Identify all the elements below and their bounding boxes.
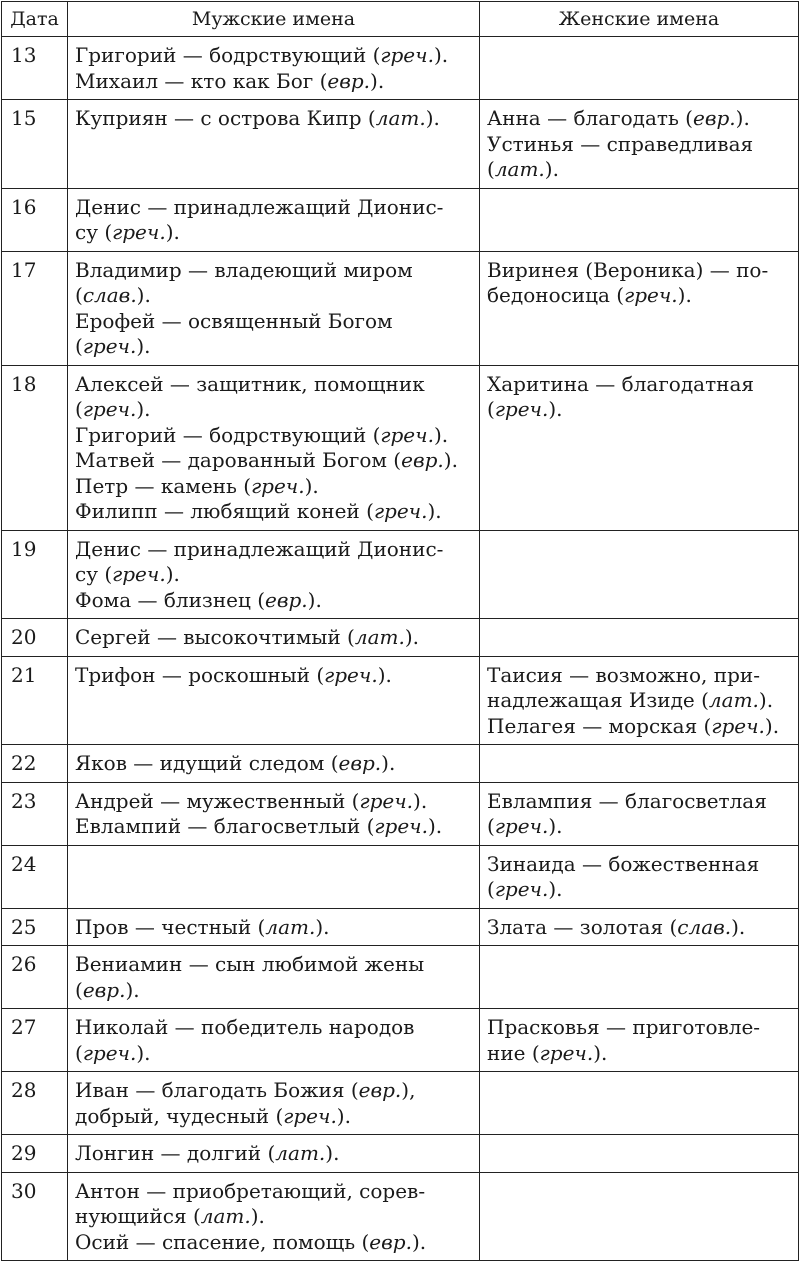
male-name-line: Владимир — владеющий миром xyxy=(75,257,413,282)
female-name-line: Евлампия — благосветлая xyxy=(487,788,767,813)
male-name-line: (слав.). xyxy=(75,283,151,307)
date-cell: 15 xyxy=(2,100,68,189)
table-row xyxy=(2,745,799,783)
female-name-line: ние (греч.). xyxy=(487,1040,608,1065)
male-name-line: Вениамин — сын любимой жены xyxy=(75,952,425,976)
female-names-cell xyxy=(480,251,799,365)
male-names-cell xyxy=(68,845,480,908)
date-cell: 24 xyxy=(2,845,68,908)
female-names-cell xyxy=(480,365,799,530)
male-name-line: Денис — принадлежащий Дионис- xyxy=(75,536,444,561)
female-names-cell xyxy=(480,782,799,845)
female-names-cell xyxy=(480,745,799,783)
male-names-cell xyxy=(68,656,480,745)
table-row xyxy=(2,1135,799,1173)
female-names-cell xyxy=(480,1072,799,1135)
male-names-cell xyxy=(68,530,480,619)
date-cell: 13 xyxy=(2,37,68,100)
male-name-line: Михаил — кто как Бог (евр.). xyxy=(75,68,385,93)
table-row xyxy=(2,1172,799,1261)
male-name-line: Фома — близнец (евр.). xyxy=(75,587,322,612)
female-names-cell xyxy=(480,619,799,657)
male-name-line: Иван — благодать Божия (евр.), xyxy=(75,1078,416,1102)
female-name-line: бедоносица (греч.). xyxy=(487,283,692,307)
female-names-cell xyxy=(480,100,799,189)
date-cell: 29 xyxy=(2,1135,68,1173)
male-name-line: Осий — спасение, помощь (евр.). xyxy=(75,1229,427,1254)
male-names-cell xyxy=(68,37,480,100)
female-names-cell xyxy=(480,845,799,908)
male-name-line: нующийся (лат.). xyxy=(75,1204,265,1228)
female-names-cell xyxy=(480,1009,799,1072)
table-row xyxy=(2,845,799,908)
male-names-cell xyxy=(68,251,480,365)
table-row xyxy=(2,365,799,530)
female-name-line: (греч.). xyxy=(487,814,563,838)
date-cell: 22 xyxy=(2,745,68,783)
male-name-line: Филипп — любящий коней (греч.). xyxy=(75,499,442,523)
male-name-line: (греч.). xyxy=(75,397,151,421)
names-table xyxy=(1,1,799,1261)
table-row xyxy=(2,946,799,1009)
male-name-line: добрый, чудесный (греч.). xyxy=(75,1103,351,1128)
date-cell: 17 xyxy=(2,251,68,365)
female-names-cell xyxy=(480,946,799,1009)
female-names-cell xyxy=(480,37,799,100)
male-names-cell xyxy=(68,619,480,657)
female-name-line: надлежащая Изиде (лат.). xyxy=(487,688,774,712)
male-name-line: (греч.). xyxy=(75,334,151,358)
male-names-cell xyxy=(68,946,480,1009)
male-name-line: Петр — камень (греч.). xyxy=(75,473,319,498)
table-row xyxy=(2,530,799,619)
male-name-line: Ерофей — освященный Богом xyxy=(75,308,393,333)
male-name-line: Матвей — дарованный Богом (евр.). xyxy=(75,448,458,472)
male-names-cell xyxy=(68,1172,480,1261)
table-row xyxy=(2,908,799,946)
date-cell: 21 xyxy=(2,656,68,745)
male-name-line: Лонгин — долгий (лат.). xyxy=(75,1141,340,1165)
table-row xyxy=(2,1009,799,1072)
header-female-names: Женские имена xyxy=(480,2,799,37)
female-name-line: (греч.). xyxy=(487,397,563,421)
header-row xyxy=(2,2,799,37)
date-cell: 25 xyxy=(2,908,68,946)
female-names-cell xyxy=(480,530,799,619)
date-cell: 27 xyxy=(2,1009,68,1072)
male-names-cell xyxy=(68,745,480,783)
male-name-line: Григорий — бодрствующий (греч.). xyxy=(75,43,449,67)
table-row xyxy=(2,251,799,365)
male-names-cell xyxy=(68,188,480,251)
date-cell: 20 xyxy=(2,619,68,657)
male-names-cell xyxy=(68,1135,480,1173)
male-name-line: Пров — честный (лат.). xyxy=(75,914,330,939)
male-name-line: су (греч.). xyxy=(75,220,180,244)
date-cell: 16 xyxy=(2,188,68,251)
female-name-line: Зинаида — божественная xyxy=(487,851,760,876)
female-names-cell xyxy=(480,908,799,946)
male-name-line: Евлампий — благосветлый (греч.). xyxy=(75,814,443,838)
male-name-line: Алексей — защитник, помощник xyxy=(75,371,425,396)
date-cell: 30 xyxy=(2,1172,68,1261)
female-name-line: Прасковья — приготовле- xyxy=(487,1015,761,1039)
table-row xyxy=(2,100,799,189)
female-name-line: Злата — золотая (слав.). xyxy=(487,914,746,939)
male-names-cell xyxy=(68,100,480,189)
female-name-line: Анна — благодать (евр.). xyxy=(487,106,750,130)
male-name-line: Николай — победитель народов xyxy=(75,1015,415,1039)
table-row xyxy=(2,619,799,657)
female-name-line: Харитина — благодатная xyxy=(487,371,755,396)
male-name-line: су (греч.). xyxy=(75,562,180,586)
table-row xyxy=(2,782,799,845)
date-cell: 18 xyxy=(2,365,68,530)
male-name-line: Андрей — мужественный (греч.). xyxy=(75,788,428,813)
male-names-cell xyxy=(68,1072,480,1135)
female-name-line: Устинья — справедливая xyxy=(487,131,754,156)
male-name-line: Антон — приобретающий, сорев- xyxy=(75,1178,426,1203)
male-name-line: Денис — принадлежащий Дионис- xyxy=(75,194,444,219)
male-name-line: (греч.). xyxy=(75,1040,151,1065)
male-names-cell xyxy=(68,908,480,946)
male-name-line: Куприян — с острова Кипр (лат.). xyxy=(75,106,440,130)
male-names-cell xyxy=(68,365,480,530)
date-cell: 19 xyxy=(2,530,68,619)
header-male-names: Мужские имена xyxy=(68,2,480,37)
female-name-line: (лат.). xyxy=(487,157,559,181)
female-name-line: Пелагея — морская (греч.). xyxy=(487,713,780,738)
table-row xyxy=(2,37,799,100)
female-name-line: Виринея (Вероника) — по- xyxy=(487,257,769,282)
male-names-cell xyxy=(68,1009,480,1072)
table-row xyxy=(2,1072,799,1135)
date-cell: 23 xyxy=(2,782,68,845)
female-names-cell xyxy=(480,1172,799,1261)
female-names-cell xyxy=(480,656,799,745)
table-row xyxy=(2,656,799,745)
female-names-cell xyxy=(480,188,799,251)
female-name-line: (греч.). xyxy=(487,877,563,901)
date-cell: 28 xyxy=(2,1072,68,1135)
male-name-line: (евр.). xyxy=(75,977,140,1002)
male-name-line: Яков — идущий следом (евр.). xyxy=(75,751,396,775)
male-name-line: Трифон — роскошный (греч.). xyxy=(75,662,392,687)
date-cell: 26 xyxy=(2,946,68,1009)
header-date: Дата xyxy=(2,2,68,37)
male-name-line: Григорий — бодрствующий (греч.). xyxy=(75,422,449,447)
female-names-cell xyxy=(480,1135,799,1173)
male-name-line: Сергей — высокочтимый (лат.). xyxy=(75,625,419,649)
table-body xyxy=(2,37,799,1261)
male-names-cell xyxy=(68,782,480,845)
table-row xyxy=(2,188,799,251)
female-name-line: Таисия — возможно, при- xyxy=(487,662,760,687)
